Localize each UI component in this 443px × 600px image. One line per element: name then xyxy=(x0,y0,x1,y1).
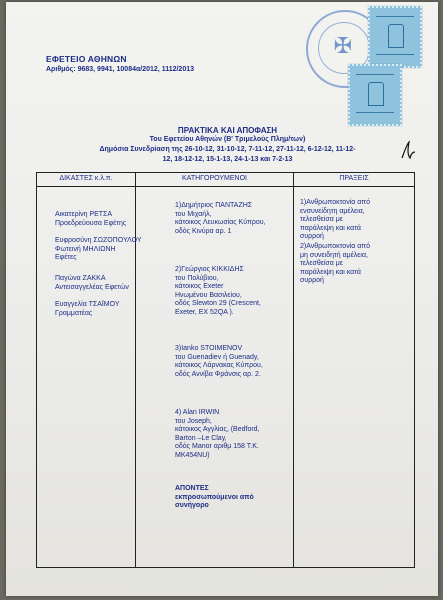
seal-cross-icon: ✠ xyxy=(333,34,353,59)
court-name: ΕΦΕΤΕΙΟ ΑΘΗΝΩΝ xyxy=(46,54,127,64)
defendant-3: 3)Ianko STOIMENOV του Guenadiev ή Guenady, κάτοικος Λάρνακας Κύπρου, οδός Αννίβα Φράνσις αρ. 2. xyxy=(175,345,263,378)
document-title: ΠΡΑΚΤΙΚΑ ΚΑΙ ΑΠΟΦΑΣΗ xyxy=(177,126,278,135)
defendant-2: 2)Γεώργιος ΚΙΚΚΙΔΗΣ του Πολύβιου, κάτοικος Exeter Ηνωμένου Βασιλείου, οδός Slewton 29 (Crescent, Exeter, EX 52QA ). xyxy=(175,266,261,316)
judge-entry: Ευφροσύνη ΣΩΖΟΠΟΥΛΟΥ Φωτεινή ΜΗΛΙΩΝΗ Εφέτες xyxy=(55,237,142,262)
absent-note: ΑΠΟΝΤΕΣ εκπροσωπούμενοι από συνήγορο xyxy=(175,485,254,510)
signature-mark xyxy=(399,140,417,162)
header-judges: ΔΙΚΑΣΤΕΣ κ.λ.π. xyxy=(59,175,113,182)
charge-2: 2)Ανθρωποκτονία από μη συνειδητή αμέλεια, τελεσθείσα με παράλειψη και κατά συρροή xyxy=(300,243,371,285)
fee-stamp-top xyxy=(368,6,422,68)
prosecutor-entry: Παγώνα ΖΑΚΚΑ Αντεισαγγελέας Εφετών xyxy=(55,275,129,291)
defendant-1: 1)Δημήτριος ΠΑΝΤΑΖΗΣ του Μιχαήλ, κάτοικος Λευκωσίας Κύπρου, οδός Κινύρα αρ. 1 xyxy=(175,202,266,235)
charge-1: 1)Ανθρωποκτονία από ενσυνείδητη αμέλεια, τελεσθείσα με παράλειψη και κατά συρροή xyxy=(300,199,371,241)
court-section: Του Εφετείου Αθηνών (Β' Τριμελούς Πλημ/των) xyxy=(149,136,306,143)
header-defendants: ΚΑΤΗΓΟΡΟΥΜΕΝΟΙ xyxy=(182,175,247,182)
judge-entry: Αικατερίνη ΡΕΤΣΑ Προεδρεύουσα Εφέτης xyxy=(55,211,127,227)
session-dates-line2: 12, 18-12-12, 15-1-13, 24-1-13 και 7-2-13 xyxy=(162,156,293,163)
clerk-entry: Ευαγγελία ΤΣΑΪΜΟΥ Γραμματέας xyxy=(55,301,120,317)
document-page xyxy=(6,2,438,596)
defendant-4: 4) Alan IRWIN του Joseph, κάτοικος Αγγλίας, (Bedford, Barton –Le Clay, οδός Manor αριθμ 158 Τ.Κ. MK454NU) xyxy=(175,409,260,459)
case-table xyxy=(36,172,415,568)
case-numbers: Αριθμός: 9683, 9941, 10084α/2012, 1112/2013 xyxy=(46,66,195,73)
session-dates-line1: Δημόσια Συνεδρίαση της 26-10-12, 31-10-12, 7-11-12, 27-11-12, 6-12-12, 11-12- xyxy=(99,146,356,153)
fee-stamp-bottom xyxy=(348,64,402,126)
header-acts: ΠΡΑΞΕΙΣ xyxy=(339,175,369,182)
